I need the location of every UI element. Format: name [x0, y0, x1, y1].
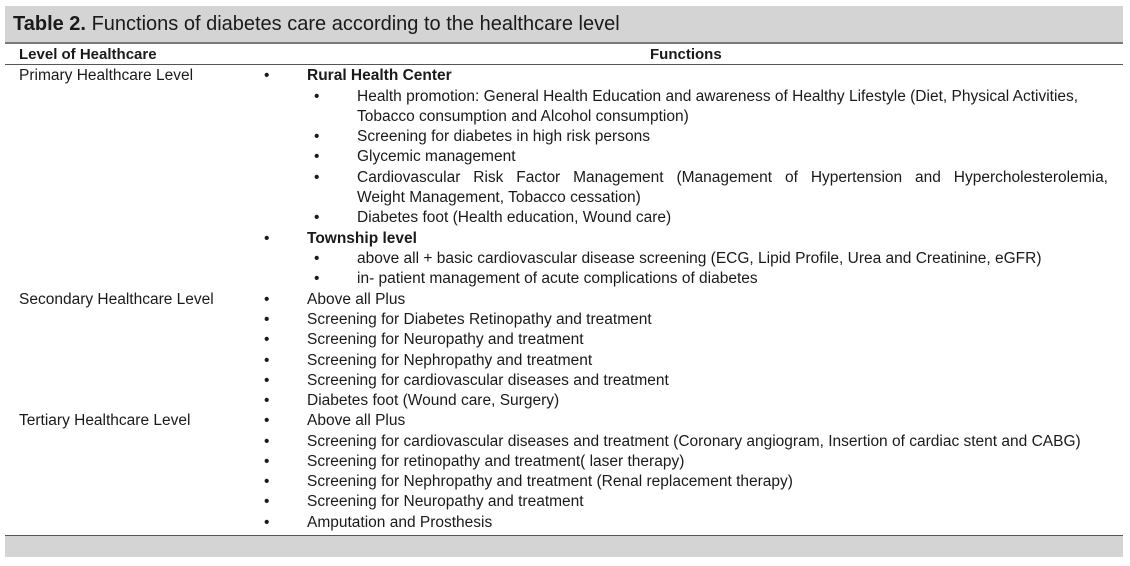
bullet: • [264, 291, 270, 308]
bullet: • [314, 250, 320, 267]
bullet: • [314, 128, 320, 145]
bullet: • [264, 412, 270, 429]
bullet: • [264, 311, 270, 328]
list-item: Glycemic management [357, 148, 516, 165]
bullet: • [264, 493, 270, 510]
tertiary-level-label: Tertiary Healthcare Level [19, 412, 191, 429]
list-item: Weight Management, Tobacco cessation) [357, 189, 641, 206]
table-title-label: Table 2. [13, 13, 86, 35]
list-item: Screening for retinopathy and treatment( laser therapy) [307, 453, 685, 470]
secondary-level-label: Secondary Healthcare Level [19, 291, 214, 308]
list-item: Screening for cardiovascular diseases and treatment [307, 372, 669, 389]
table-title [5, 6, 1123, 44]
bullet: • [314, 209, 320, 226]
bullet: • [314, 148, 320, 165]
list-item: Tobacco consumption and Alcohol consumption) [357, 108, 689, 125]
list-item: Above all Plus [307, 291, 406, 308]
bullet: • [264, 331, 270, 348]
bullet: • [264, 514, 270, 531]
bullet: • [264, 433, 270, 450]
table-header [5, 45, 1123, 65]
bullet: • [264, 392, 270, 409]
bullet: • [264, 67, 270, 84]
list-item: in- patient management of acute complications of diabetes [357, 270, 758, 287]
list-item: Cardiovascular Risk Factor Management (Management of Hypertension and Hypercholesterolemia, [357, 169, 1108, 186]
header-functions: Functions [650, 46, 722, 63]
list-item: Screening for cardiovascular diseases and treatment (Coronary angiogram, Insertion of cardiac stent and CABG) [307, 433, 1081, 450]
bullet: • [314, 169, 320, 186]
table-title-text: Functions of diabetes care according to the healthcare level [91, 13, 620, 35]
primary-level-label: Primary Healthcare Level [19, 67, 194, 84]
rural-health-center-title: Rural Health Center [307, 67, 452, 84]
header-level: Level of Healthcare [19, 46, 157, 63]
list-item: Screening for diabetes in high risk persons [357, 128, 650, 145]
list-item: Diabetes foot (Wound care, Surgery) [307, 392, 560, 409]
list-item: Amputation and Prosthesis [307, 514, 493, 531]
list-item: Screening for Neuropathy and treatment [307, 331, 584, 348]
list-item: Diabetes foot (Health education, Wound care) [357, 209, 672, 226]
bullet: • [264, 352, 270, 369]
list-item: Above all Plus [307, 412, 406, 429]
bullet: • [264, 453, 270, 470]
bullet: • [264, 473, 270, 490]
list-item: Health promotion: General Health Education and awareness of Healthy Lifestyle (Diet, Physical Activities, [357, 88, 1079, 105]
township-level-title: Township level [307, 230, 417, 247]
bullet: • [264, 230, 270, 247]
list-item: Screening for Neuropathy and treatment [307, 493, 584, 510]
table-footer-bar [5, 535, 1123, 557]
bullet: • [314, 88, 320, 105]
list-item: Screening for Nephropathy and treatment [307, 352, 593, 369]
list-item: above all + basic cardiovascular disease screening (ECG, Lipid Profile, Urea and Creatinine, eGFR) [357, 250, 1042, 267]
list-item: Screening for Diabetes Retinopathy and treatment [307, 311, 652, 328]
bullet: • [314, 270, 320, 287]
bullet: • [264, 372, 270, 389]
list-item: Screening for Nephropathy and treatment (Renal replacement therapy) [307, 473, 793, 490]
